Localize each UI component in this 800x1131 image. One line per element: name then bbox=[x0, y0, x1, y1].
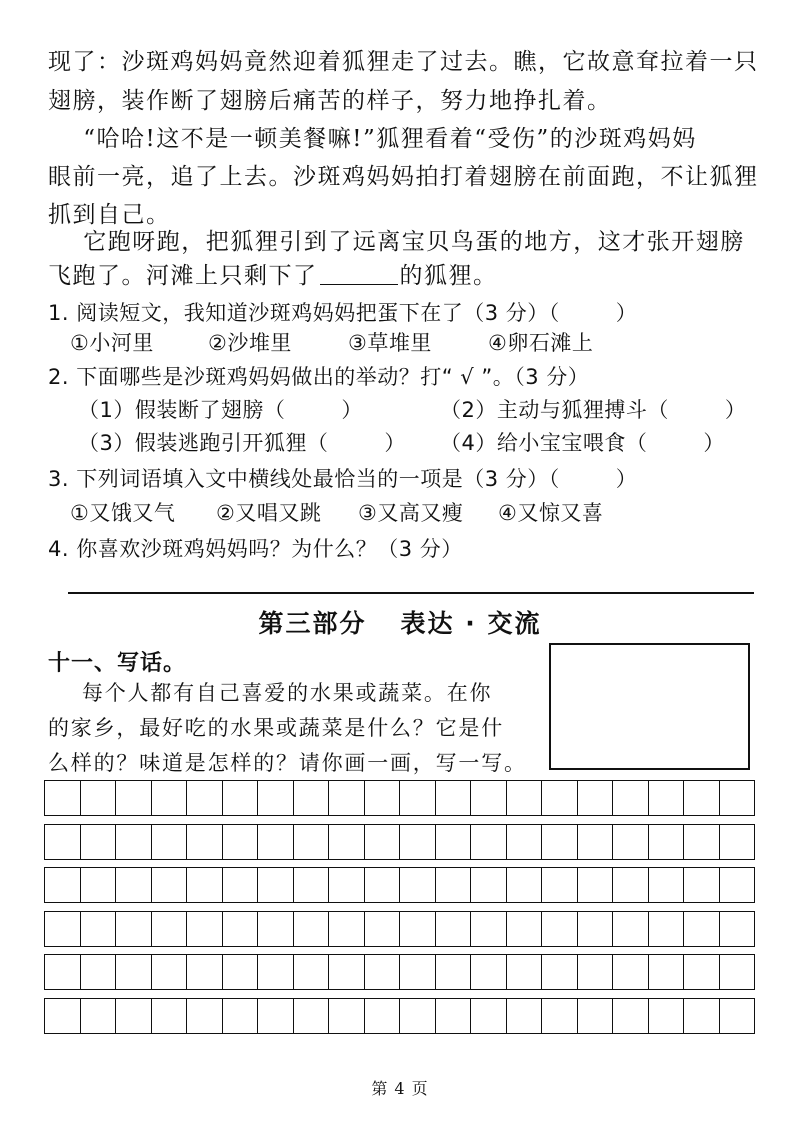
question-3-text: 3. 下列词语填入文中横线处最恰当的一项是（3 分）（ bbox=[48, 467, 560, 491]
section-title-part: 表达 · 交流 bbox=[400, 609, 542, 638]
passage-line: 它跑呀跑，把狐狸引到了远离宝贝鸟蛋的地方，这才张开翅膀 bbox=[48, 229, 745, 255]
grid-cell[interactable] bbox=[542, 912, 578, 946]
grid-cell[interactable] bbox=[613, 955, 649, 989]
grid-cell[interactable] bbox=[45, 781, 81, 815]
grid-cell[interactable] bbox=[436, 912, 472, 946]
writing-heading: 十一、写话。 bbox=[48, 651, 187, 676]
grid-cell[interactable] bbox=[471, 781, 507, 815]
grid-cell[interactable] bbox=[471, 868, 507, 902]
option: ①小河里 bbox=[70, 331, 154, 355]
grid-cell[interactable] bbox=[542, 868, 578, 902]
grid-cell[interactable] bbox=[152, 825, 188, 859]
grid-cell[interactable] bbox=[223, 912, 259, 946]
grid-cell[interactable] bbox=[81, 999, 117, 1033]
passage-line: 抓到自己。 bbox=[48, 202, 171, 228]
option: ④卵石滩上 bbox=[488, 331, 594, 355]
grid-cell[interactable] bbox=[720, 868, 755, 902]
grid-cell[interactable] bbox=[152, 912, 188, 946]
grid-cell[interactable] bbox=[720, 781, 755, 815]
grid-cell[interactable] bbox=[471, 825, 507, 859]
grid-cell[interactable] bbox=[684, 912, 720, 946]
question-1-text: 1. 阅读短文，我知道沙斑鸡妈妈把蛋下在了（3 分）（ bbox=[48, 301, 560, 325]
grid-cell[interactable] bbox=[294, 868, 330, 902]
grid-cell[interactable] bbox=[578, 825, 614, 859]
grid-cell[interactable] bbox=[436, 999, 472, 1033]
grid-cell[interactable] bbox=[81, 912, 117, 946]
grid-cell[interactable] bbox=[649, 825, 685, 859]
question-2-item: （2）主动与狐狸搏斗（ ） bbox=[440, 398, 747, 422]
section-title bbox=[0, 604, 800, 640]
grid-row bbox=[44, 780, 755, 816]
grid-cell[interactable] bbox=[507, 955, 543, 989]
grid-cell[interactable] bbox=[329, 999, 365, 1033]
grid-cell[interactable] bbox=[684, 999, 720, 1033]
question-2-item: （3）假装逃跑引开狐狸（ ） bbox=[78, 431, 406, 455]
question-2-item: （1）假装断了翅膀（ ） bbox=[78, 398, 363, 422]
writing-prompt bbox=[48, 676, 548, 781]
question-1: 1. 阅读短文，我知道沙斑鸡妈妈把蛋下在了（3 分）（ ） bbox=[48, 301, 638, 325]
grid-cell[interactable] bbox=[578, 912, 614, 946]
option: ③又高又瘦 bbox=[358, 501, 464, 525]
grid-cell[interactable] bbox=[329, 955, 365, 989]
grid-cell[interactable] bbox=[258, 781, 294, 815]
grid-cell[interactable] bbox=[436, 868, 472, 902]
passage-line: 眼前一亮，追了上去。沙斑鸡妈妈拍打着翅膀在前面跑，不让狐狸 bbox=[48, 164, 759, 190]
grid-cell[interactable] bbox=[258, 955, 294, 989]
grid-cell[interactable] bbox=[258, 825, 294, 859]
grid-cell[interactable] bbox=[365, 912, 401, 946]
grid-cell[interactable] bbox=[578, 955, 614, 989]
grid-cell[interactable] bbox=[329, 781, 365, 815]
grid-cell[interactable] bbox=[613, 912, 649, 946]
grid-cell[interactable] bbox=[684, 955, 720, 989]
option: ②沙堆里 bbox=[208, 331, 292, 355]
grid-cell[interactable] bbox=[45, 825, 81, 859]
grid-cell[interactable] bbox=[720, 825, 755, 859]
grid-cell[interactable] bbox=[294, 999, 330, 1033]
grid-cell[interactable] bbox=[81, 825, 117, 859]
grid-cell[interactable] bbox=[578, 868, 614, 902]
grid-cell[interactable] bbox=[116, 999, 152, 1033]
grid-cell[interactable] bbox=[578, 781, 614, 815]
grid-row bbox=[44, 954, 755, 990]
grid-cell[interactable] bbox=[400, 955, 436, 989]
grid-cell[interactable] bbox=[365, 868, 401, 902]
grid-cell[interactable] bbox=[684, 825, 720, 859]
grid-cell[interactable] bbox=[720, 999, 755, 1033]
grid-cell[interactable] bbox=[507, 781, 543, 815]
grid-cell[interactable] bbox=[187, 999, 223, 1033]
grid-cell[interactable] bbox=[152, 999, 188, 1033]
grid-cell[interactable] bbox=[649, 781, 685, 815]
grid-cell[interactable] bbox=[542, 999, 578, 1033]
grid-cell[interactable] bbox=[223, 999, 259, 1033]
grid-cell[interactable] bbox=[471, 999, 507, 1033]
grid-cell[interactable] bbox=[223, 781, 259, 815]
section-divider bbox=[68, 592, 754, 594]
option: ②又唱又跳 bbox=[216, 501, 322, 525]
grid-cell[interactable] bbox=[258, 999, 294, 1033]
grid-cell[interactable] bbox=[613, 781, 649, 815]
grid-cell[interactable] bbox=[436, 781, 472, 815]
grid-cell[interactable] bbox=[258, 912, 294, 946]
drawing-box[interactable] bbox=[549, 643, 750, 770]
fill-blank[interactable] bbox=[320, 262, 398, 285]
grid-cell[interactable] bbox=[400, 999, 436, 1033]
grid-cell[interactable] bbox=[45, 912, 81, 946]
question-3-options bbox=[70, 498, 603, 528]
question-2-text: 2. 下面哪些是沙斑鸡妈妈做出的举动？打“ √ ”。（3 分） bbox=[48, 365, 590, 389]
option: ④又惊又喜 bbox=[498, 501, 604, 525]
page-number: 第 4 页 bbox=[371, 1079, 429, 1098]
grid-cell[interactable] bbox=[81, 955, 117, 989]
grid-cell[interactable] bbox=[613, 868, 649, 902]
option: ③草堆里 bbox=[348, 331, 432, 355]
grid-cell[interactable] bbox=[152, 955, 188, 989]
grid-cell[interactable] bbox=[329, 825, 365, 859]
grid-cell[interactable] bbox=[649, 955, 685, 989]
grid-cell[interactable] bbox=[400, 825, 436, 859]
grid-cell[interactable] bbox=[152, 868, 188, 902]
grid-cell[interactable] bbox=[649, 912, 685, 946]
grid-cell[interactable] bbox=[507, 999, 543, 1033]
passage-line: 翅膀，装作断了翅膀后痛苦的样子，努力地挣扎着。 bbox=[48, 88, 612, 114]
grid-cell[interactable] bbox=[294, 955, 330, 989]
question-4-text: 4. 你喜欢沙斑鸡妈妈吗？为什么？（3 分） bbox=[48, 537, 463, 561]
grid-cell[interactable] bbox=[223, 825, 259, 859]
grid-cell[interactable] bbox=[400, 912, 436, 946]
grid-row bbox=[44, 867, 755, 903]
grid-cell[interactable] bbox=[116, 955, 152, 989]
question-2-item: （4）给小宝宝喂食（ ） bbox=[440, 431, 725, 455]
grid-row bbox=[44, 824, 755, 860]
grid-cell[interactable] bbox=[187, 825, 223, 859]
grid-cell[interactable] bbox=[152, 781, 188, 815]
grid-cell[interactable] bbox=[436, 825, 472, 859]
grid-row bbox=[44, 998, 755, 1034]
section-title-part: 第三部分 bbox=[258, 609, 367, 638]
grid-cell[interactable] bbox=[471, 955, 507, 989]
grid-cell[interactable] bbox=[81, 781, 117, 815]
grid-row bbox=[44, 911, 755, 947]
grid-cell[interactable] bbox=[507, 825, 543, 859]
grid-cell[interactable] bbox=[116, 912, 152, 946]
grid-cell[interactable] bbox=[116, 781, 152, 815]
question-1-options bbox=[70, 328, 593, 358]
grid-cell[interactable] bbox=[294, 912, 330, 946]
grid-cell[interactable] bbox=[649, 999, 685, 1033]
grid-cell[interactable] bbox=[365, 825, 401, 859]
passage-text: 的狐狸。 bbox=[399, 263, 498, 289]
grid-cell[interactable] bbox=[45, 999, 81, 1033]
passage-line: 现了：沙斑鸡妈妈竟然迎着狐狸走了过去。瞧，它故意耷拉着一只 bbox=[48, 49, 759, 75]
grid-cell[interactable] bbox=[649, 868, 685, 902]
passage-line: “哈哈!这不是一顿美餐嘛!”狐狸看着“受伤”的沙斑鸡妈妈 bbox=[48, 126, 697, 152]
grid-cell[interactable] bbox=[507, 912, 543, 946]
grid-cell[interactable] bbox=[365, 781, 401, 815]
grid-cell[interactable] bbox=[294, 781, 330, 815]
grid-cell[interactable] bbox=[542, 955, 578, 989]
grid-cell[interactable] bbox=[329, 912, 365, 946]
grid-cell[interactable] bbox=[400, 868, 436, 902]
grid-cell[interactable] bbox=[613, 825, 649, 859]
grid-cell[interactable] bbox=[578, 999, 614, 1033]
grid-cell[interactable] bbox=[223, 868, 259, 902]
grid-cell[interactable] bbox=[187, 912, 223, 946]
grid-cell[interactable] bbox=[720, 955, 755, 989]
grid-cell[interactable] bbox=[720, 912, 755, 946]
grid-cell[interactable] bbox=[294, 825, 330, 859]
grid-cell[interactable] bbox=[542, 825, 578, 859]
grid-cell[interactable] bbox=[507, 868, 543, 902]
grid-cell[interactable] bbox=[45, 955, 81, 989]
prompt-line: 么样的？味道是怎样的？请你画一画，写一写。 bbox=[48, 751, 527, 775]
grid-cell[interactable] bbox=[436, 955, 472, 989]
grid-cell[interactable] bbox=[187, 868, 223, 902]
grid-cell[interactable] bbox=[116, 868, 152, 902]
grid-cell[interactable] bbox=[329, 868, 365, 902]
question-3: 3. 下列词语填入文中横线处最恰当的一项是（3 分）（ ） bbox=[48, 467, 638, 491]
grid-cell[interactable] bbox=[187, 955, 223, 989]
passage-text: 飞跑了。河滩上只剩下了 bbox=[48, 263, 318, 289]
grid-cell[interactable] bbox=[471, 912, 507, 946]
prompt-line: 每个人都有自己喜爱的水果或蔬菜。在你 bbox=[48, 681, 493, 705]
grid-cell[interactable] bbox=[45, 868, 81, 902]
grid-cell[interactable] bbox=[223, 955, 259, 989]
grid-cell[interactable] bbox=[187, 781, 223, 815]
grid-cell[interactable] bbox=[81, 868, 117, 902]
grid-cell[interactable] bbox=[542, 781, 578, 815]
grid-cell[interactable] bbox=[365, 955, 401, 989]
grid-cell[interactable] bbox=[400, 781, 436, 815]
grid-cell[interactable] bbox=[684, 868, 720, 902]
grid-cell[interactable] bbox=[258, 868, 294, 902]
grid-cell[interactable] bbox=[613, 999, 649, 1033]
option: ①又饿又气 bbox=[70, 501, 176, 525]
passage-line-with-blank bbox=[48, 258, 760, 294]
grid-cell[interactable] bbox=[116, 825, 152, 859]
grid-cell[interactable] bbox=[684, 781, 720, 815]
grid-cell[interactable] bbox=[365, 999, 401, 1033]
prompt-line: 的家乡，最好吃的水果或蔬菜是什么？它是什 bbox=[48, 716, 504, 740]
